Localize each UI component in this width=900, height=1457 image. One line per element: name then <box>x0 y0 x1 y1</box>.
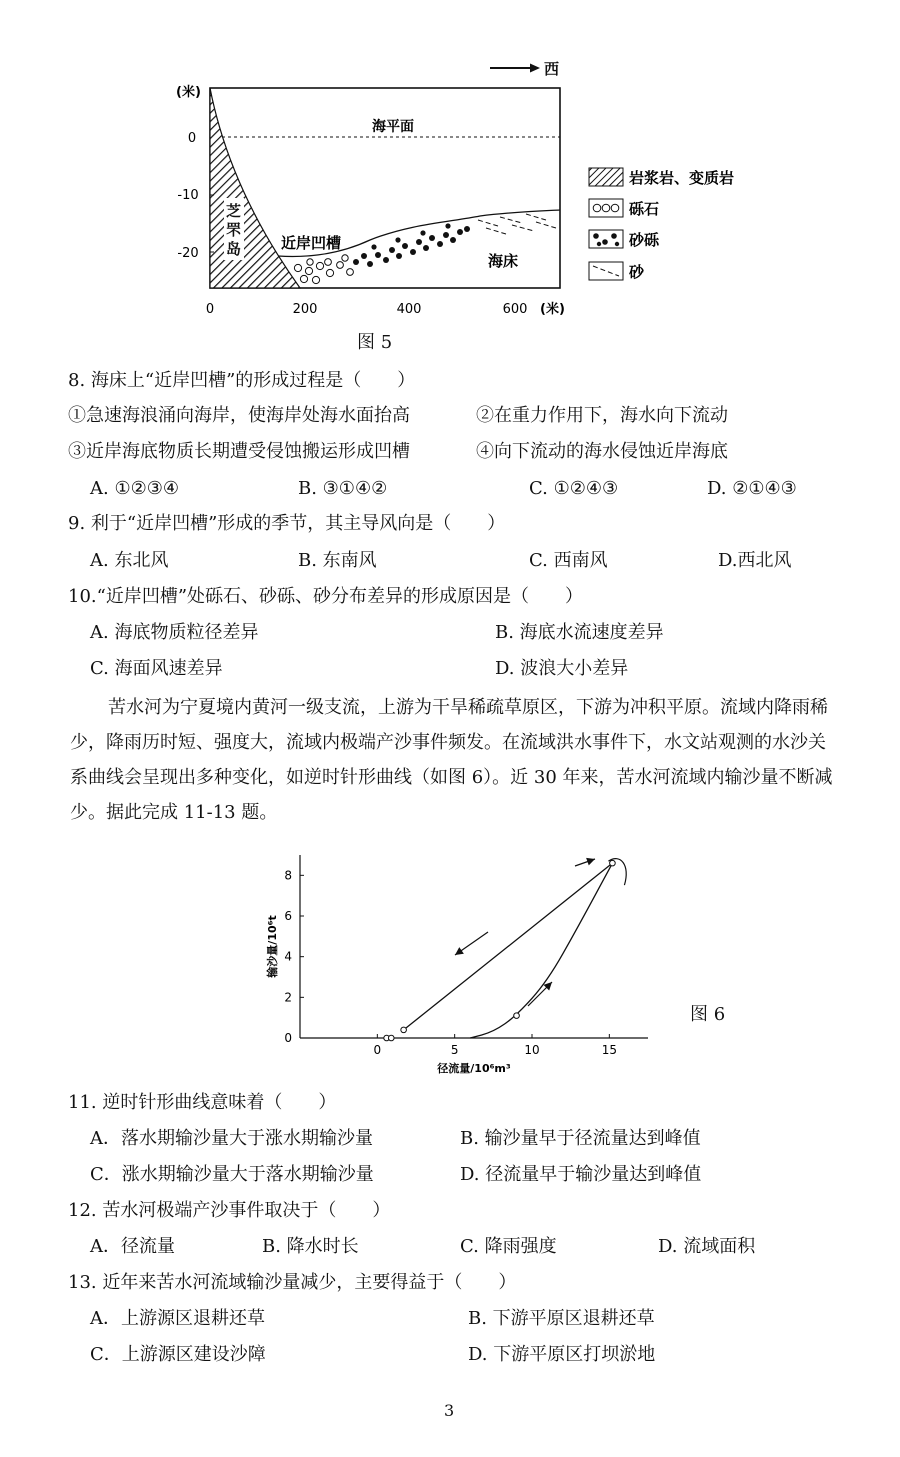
fig5-legend <box>585 160 785 290</box>
x-axis-label: 径流量/10⁶m³ <box>437 1062 511 1075</box>
q10-option-d: D. 波浪大小差异 <box>495 658 629 679</box>
y-tick: 0 <box>187 131 197 146</box>
legend-label: 岩浆岩、变质岩 <box>629 169 735 187</box>
q13-option-b: B. 下游平原区退耕还草 <box>468 1308 655 1329</box>
x-unit-label: (米) <box>540 302 565 317</box>
question-13-stem: 13. 近年来苦水河流域输沙量减少，主要得益于（ ） <box>68 1272 517 1293</box>
question-9-stem: 9. 利于“近岸凹槽”形成的季节，其主导风向是（ ） <box>68 513 506 534</box>
x-tick-label: 5 <box>450 1043 459 1057</box>
q8-statement-1: ①急速海浪涌向海岸，使海岸处海水面抬高 <box>68 405 410 426</box>
q13-option-d: D. 下游平原区打坝淤地 <box>468 1344 656 1365</box>
q11-option-b: B. 输沙量早于径流量达到峰值 <box>460 1128 701 1149</box>
falling-limb-line <box>404 863 613 1030</box>
q8-option-a: A. ①②③④ <box>90 478 179 499</box>
q8-statement-4: ④向下流动的海水侵蚀近岸海底 <box>476 441 728 462</box>
hatch-icon <box>589 168 623 186</box>
gravel-icon <box>589 230 623 248</box>
sand-icon <box>589 262 623 280</box>
q12-option-a: A．径流量 <box>90 1236 175 1257</box>
q12-option-b: B. 降水时长 <box>262 1236 359 1257</box>
legend-label: 砂砾 <box>629 231 660 249</box>
x-tick-label: 10 <box>524 1043 540 1057</box>
trough-label: 近岸凹槽 <box>281 234 342 252</box>
q10-option-c: C. 海面风速差异 <box>90 658 223 679</box>
q8-statement-3: ③近岸海底物质长期遭受侵蚀搬运形成凹槽 <box>68 441 410 462</box>
x-tick: 400 <box>396 302 422 317</box>
y-tick-label: 0 <box>284 1031 292 1045</box>
gravel-deposits <box>353 223 470 267</box>
y-tick: -20 <box>177 246 199 261</box>
page-number: 3 <box>444 1401 455 1420</box>
west-arrow-icon <box>490 64 540 73</box>
q11-option-c: C．涨水期输沙量大于落水期输沙量 <box>90 1164 374 1185</box>
x-tick: 0 <box>205 302 215 317</box>
island-label: 芝罘岛 <box>226 202 242 258</box>
q8-statement-2: ②在重力作用下，海水向下流动 <box>476 405 728 426</box>
q9-option-c: C. 西南风 <box>529 550 608 571</box>
q8-option-b: B. ③①④② <box>298 478 388 499</box>
direction-label: 西 <box>544 60 560 78</box>
q9-option-d: D.西北风 <box>718 550 792 571</box>
data-point <box>401 1027 407 1033</box>
data-point <box>514 1013 520 1019</box>
island-rock <box>210 88 300 288</box>
data-point <box>388 1035 394 1041</box>
x-tick-label: 0 <box>373 1043 382 1057</box>
pebble-deposits <box>294 255 353 284</box>
q8-option-c: C. ①②④③ <box>529 478 619 499</box>
falling-direction-arrow-icon-head <box>455 947 464 955</box>
q10-option-a: A. 海底物质粒径差异 <box>90 622 259 643</box>
figure-5-caption: 图 5 <box>357 332 393 353</box>
question-12-stem: 12. 苦水河极端产沙事件取决于（ ） <box>68 1200 391 1221</box>
x-tick: 600 <box>502 302 528 317</box>
y-tick: -10 <box>177 188 199 203</box>
question-8-stem: 8. 海床上“近岸凹槽”的形成过程是（ ） <box>68 370 416 391</box>
y-tick-label: 8 <box>284 868 292 883</box>
seabed-label: 海床 <box>488 252 519 270</box>
q13-option-c: C．上游源区建设沙障 <box>90 1344 266 1365</box>
x-tick-label: 15 <box>601 1043 617 1057</box>
q11-option-a: A．落水期输沙量大于涨水期输沙量 <box>90 1128 373 1149</box>
sand-deposits <box>478 214 556 234</box>
y-tick-label: 4 <box>284 949 292 964</box>
q9-option-b: B. 东南风 <box>298 550 377 571</box>
figure-6-chart <box>255 850 675 1085</box>
q11-option-d: D. 径流量早于输沙量达到峰值 <box>460 1164 702 1185</box>
data-point <box>610 860 616 866</box>
y-tick-label: 2 <box>284 990 292 1005</box>
y-axis-label: 输沙量/10⁶t <box>266 915 279 978</box>
x-tick: 200 <box>292 302 318 317</box>
peak-direction-arrow-icon-head <box>586 858 595 866</box>
figure-6-caption: 图 6 <box>690 1004 726 1025</box>
pebble-icon <box>589 199 623 217</box>
question-10-stem: 10.“近岸凹槽”处砾石、砂砾、砂分布差异的形成原因是（ ） <box>68 586 584 607</box>
q13-option-a: A．上游源区退耕还草 <box>90 1308 265 1329</box>
q12-option-c: C. 降雨强度 <box>460 1236 557 1257</box>
y-unit-label: (米) <box>176 85 201 100</box>
y-tick-label: 6 <box>284 909 292 923</box>
q12-option-d: D. 流域面积 <box>658 1236 756 1257</box>
q8-option-d: D. ②①④③ <box>707 478 797 499</box>
question-11-stem: 11. 逆时针形曲线意味着（ ） <box>68 1092 337 1113</box>
q10-option-b: B. 海底水流速度差异 <box>495 622 664 643</box>
legend-label: 砾石 <box>629 200 660 218</box>
legend-label: 砂 <box>629 263 645 281</box>
q9-option-a: A. 东北风 <box>90 550 169 571</box>
rising-limb-line <box>470 863 612 1038</box>
sea-level-label: 海平面 <box>372 119 414 135</box>
reading-passage: 苦水河为宁夏境内黄河一级支流，上游为干旱稀疏草原区，下游为冲积平原。流域内降雨稀少，降雨历时短、强度大，流域内极端产沙事件频发。在流域洪水事件下，水文站观测的水沙关系曲线会呈现出多种变化，如逆时针形曲线（如图 6）。近 30 年来，苦水河流域内输沙量不断减少。据此完成 11-13 题。 <box>70 697 833 823</box>
figure-5-diagram <box>160 55 600 330</box>
